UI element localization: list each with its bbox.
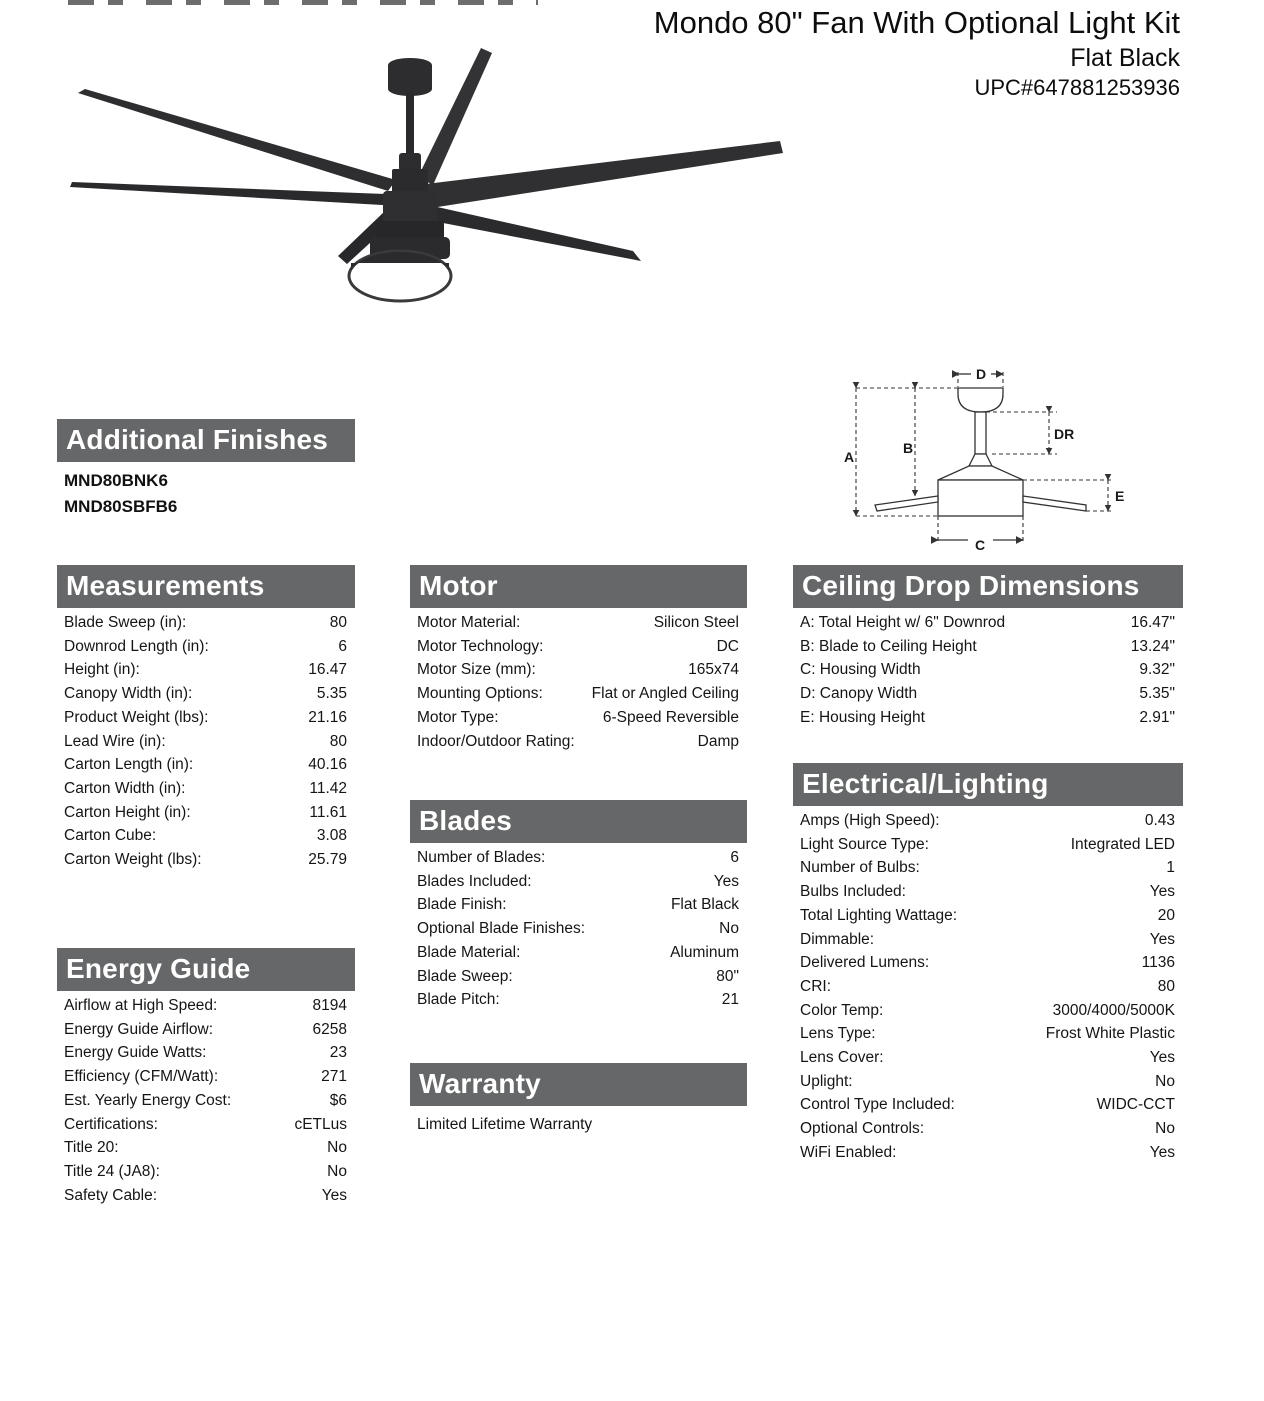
spec-row — [57, 801, 355, 825]
spec-value: 6258 — [312, 1020, 347, 1038]
section-heading: Blades — [410, 800, 747, 843]
spec-label: Dimmable: — [800, 930, 875, 948]
spec-row — [793, 682, 1183, 706]
warranty-text: Limited Lifetime Warranty — [417, 1116, 593, 1133]
spec-label: Optional Blade Finishes: — [417, 920, 586, 938]
spec-table — [793, 806, 1183, 1165]
diagram-canopy — [958, 388, 1003, 412]
spec-table — [57, 991, 355, 1207]
spec-value: 80" — [716, 967, 739, 985]
spec-value: 1136 — [1141, 954, 1175, 972]
spec-row — [793, 1070, 1183, 1094]
spec-row — [793, 833, 1183, 857]
spec-label: Blade Sweep (in): — [64, 614, 187, 631]
spec-value: 23 — [329, 1044, 347, 1062]
spec-label: Motor Size (mm): — [417, 661, 536, 679]
spec-label: Carton Height (in): — [64, 803, 191, 821]
spec-value: No — [327, 1162, 347, 1180]
spec-table — [57, 608, 355, 872]
model-list — [57, 462, 355, 520]
spec-label: Motor Type: — [417, 708, 499, 726]
section-heading: Additional Finishes — [57, 419, 355, 462]
spec-value: 271 — [321, 1068, 347, 1086]
spec-row — [410, 706, 747, 730]
section-additional-finishes — [57, 419, 355, 520]
diagram-downrod — [975, 412, 986, 454]
spec-row — [410, 730, 747, 754]
page-title: Mondo 80" Fan With Optional Light Kit — [653, 5, 1180, 40]
spec-row — [57, 706, 355, 730]
spec-value: 21.16 — [308, 708, 347, 726]
dim-label-a: A — [844, 449, 855, 465]
fan-canopy — [388, 58, 432, 96]
upc-code: UPC#647881253936 — [974, 75, 1180, 100]
spec-row — [793, 1093, 1183, 1117]
spec-label: CRI: — [800, 977, 831, 995]
spec-row — [57, 1041, 355, 1065]
spec-label: Energy Guide Airflow: — [64, 1020, 214, 1038]
spec-label: Title 24 (JA8): — [64, 1162, 160, 1180]
spec-value: 20 — [1157, 906, 1175, 924]
spec-row — [793, 999, 1183, 1023]
spec-value: 80 — [1157, 977, 1175, 995]
spec-label: Airflow at High Speed: — [64, 997, 218, 1014]
spec-label: B: Blade to Ceiling Height — [800, 637, 977, 655]
spec-value: 1 — [1166, 859, 1175, 877]
spec-label: Blades Included: — [417, 872, 532, 890]
spec-value: DC — [716, 637, 739, 655]
spec-label: Blade Material: — [417, 943, 521, 961]
spec-table — [410, 843, 747, 1012]
spec-value: Silicon Steel — [653, 614, 739, 631]
spec-row — [57, 1184, 355, 1208]
spec-value: Aluminum — [670, 943, 739, 961]
spec-value: WIDC-CCT — [1096, 1096, 1175, 1114]
spec-value: No — [1155, 1120, 1175, 1138]
spec-row — [793, 1141, 1183, 1165]
spec-table — [793, 608, 1183, 730]
spec-label: Control Type Included: — [800, 1096, 955, 1114]
fan-downrod — [406, 91, 414, 155]
fan-blade — [78, 89, 396, 191]
spec-label: Height (in): — [64, 661, 140, 679]
spec-label: Lens Cover: — [800, 1049, 884, 1067]
spec-label: Bulbs Included: — [800, 883, 906, 901]
spec-value: Integrated LED — [1070, 835, 1175, 853]
spec-value: Yes — [321, 1186, 347, 1204]
section-measurements — [57, 565, 355, 872]
spec-value: Flat or Angled Ceiling — [591, 685, 739, 703]
spec-row — [410, 965, 747, 989]
spec-label: Blade Finish: — [417, 896, 507, 914]
spec-label: E: Housing Height — [800, 708, 925, 726]
dim-label-b: B — [903, 440, 914, 456]
spec-value: Yes — [1149, 930, 1175, 948]
section-heading: Electrical/Lighting — [793, 763, 1183, 806]
section-energy-guide — [57, 948, 355, 1207]
spec-row — [57, 848, 355, 872]
dim-label-d: D — [976, 366, 987, 382]
spec-label: Carton Cube: — [64, 827, 157, 845]
spec-row — [410, 846, 747, 870]
spec-label: Est. Yearly Energy Cost: — [64, 1091, 232, 1109]
spec-value: 8194 — [312, 997, 347, 1014]
spec-label: Downrod Length (in): — [64, 637, 209, 655]
spec-value: Flat Black — [670, 896, 739, 914]
fan-motor-top — [392, 169, 428, 193]
spec-label: Safety Cable: — [64, 1186, 158, 1204]
spec-value: 9.32" — [1139, 661, 1175, 679]
spec-row — [57, 994, 355, 1018]
spec-row — [410, 658, 747, 682]
spec-value: 165x74 — [688, 661, 739, 679]
spec-label: Mounting Options: — [417, 685, 543, 703]
diagram-flare — [969, 454, 992, 466]
spec-label: Energy Guide Watts: — [64, 1044, 207, 1062]
section-motor — [410, 565, 747, 753]
spec-label: A: Total Height w/ 6" Downrod — [800, 614, 1006, 631]
spec-row — [793, 658, 1183, 682]
spec-value: 5.35 — [316, 685, 347, 703]
spec-row — [793, 635, 1183, 659]
section-ceiling-drop — [793, 565, 1183, 730]
fan-blade — [417, 204, 641, 261]
cutoff-text-artifact — [68, 0, 538, 5]
spec-row — [410, 682, 747, 706]
spec-label: Total Lighting Wattage: — [800, 906, 958, 924]
spec-value: 40.16 — [308, 756, 347, 774]
section-heading: Warranty — [410, 1063, 747, 1106]
spec-value: 3000/4000/5000K — [1052, 1001, 1175, 1019]
spec-value: No — [1155, 1072, 1175, 1090]
spec-value: 16.47 — [308, 661, 347, 679]
spec-label: Blade Sweep: — [417, 967, 513, 985]
spec-row — [410, 988, 747, 1012]
diagram-blade-right — [1023, 496, 1086, 511]
spec-value: Yes — [1149, 883, 1175, 901]
spec-row — [57, 1136, 355, 1160]
section-heading: Energy Guide — [57, 948, 355, 991]
spec-label: Motor Material: — [417, 614, 521, 631]
spec-value: cETLus — [294, 1115, 347, 1133]
spec-label: Number of Blades: — [417, 849, 546, 866]
spec-value: 2.91" — [1139, 708, 1175, 726]
model-number: MND80SBFB6 — [64, 497, 178, 516]
spec-value: 11.42 — [309, 779, 347, 797]
spec-label: D: Canopy Width — [800, 685, 918, 703]
spec-label: Optional Controls: — [800, 1120, 925, 1138]
spec-row — [793, 1117, 1183, 1141]
spec-row — [793, 880, 1183, 904]
spec-row — [410, 611, 747, 635]
spec-value: 80 — [329, 732, 347, 750]
diagram-cone — [938, 466, 1023, 480]
spec-row — [57, 824, 355, 848]
spec-row — [57, 1160, 355, 1184]
spec-row — [57, 753, 355, 777]
spec-value: Damp — [697, 732, 739, 750]
spec-row — [57, 1113, 355, 1137]
spec-row — [57, 1018, 355, 1042]
diagram-blade-left — [875, 496, 938, 511]
spec-label: Amps (High Speed): — [800, 812, 940, 829]
spec-value: Yes — [713, 872, 739, 890]
spec-value: 6 — [730, 849, 739, 866]
spec-label: WiFi Enabled: — [800, 1143, 897, 1161]
spec-label: Canopy Width (in): — [64, 685, 193, 703]
spec-row — [410, 893, 747, 917]
spec-row — [410, 941, 747, 965]
spec-row — [793, 611, 1183, 635]
spec-row — [793, 809, 1183, 833]
spec-row — [793, 951, 1183, 975]
spec-row — [57, 777, 355, 801]
fan-coupler — [399, 153, 421, 171]
spec-value: $6 — [329, 1091, 347, 1109]
dim-label-e: E — [1115, 488, 1125, 504]
section-electrical — [793, 763, 1183, 1165]
dim-label-c: C — [975, 537, 986, 553]
spec-row — [57, 1089, 355, 1113]
finish-name: Flat Black — [1070, 44, 1180, 72]
spec-value: 80 — [329, 614, 347, 631]
spec-label: Uplight: — [800, 1072, 853, 1090]
spec-table — [410, 608, 747, 753]
spec-label: Indoor/Outdoor Rating: — [417, 732, 575, 750]
spec-label: Title 20: — [64, 1139, 119, 1157]
spec-value: 25.79 — [308, 851, 347, 869]
section-heading: Motor — [410, 565, 747, 608]
spec-label: Product Weight (lbs): — [64, 708, 209, 726]
spec-label: Motor Technology: — [417, 637, 544, 655]
spec-row — [793, 975, 1183, 999]
spec-row — [410, 635, 747, 659]
spec-value: 16.47" — [1130, 614, 1175, 631]
spec-value: 5.35" — [1139, 685, 1175, 703]
spec-label: Carton Width (in): — [64, 779, 186, 797]
section-blades — [410, 800, 747, 1012]
spec-value: 11.61 — [309, 803, 347, 821]
spec-row — [410, 870, 747, 894]
spec-value: No — [719, 920, 739, 938]
spec-label: Color Temp: — [800, 1001, 884, 1019]
section-warranty — [410, 1063, 747, 1134]
spec-row — [57, 635, 355, 659]
spec-row — [57, 730, 355, 754]
section-heading: Ceiling Drop Dimensions — [793, 565, 1183, 608]
spec-row — [793, 856, 1183, 880]
spec-value: Frost White Plastic — [1045, 1025, 1175, 1043]
spec-value: 6-Speed Reversible — [602, 708, 739, 726]
spec-value: Yes — [1149, 1143, 1175, 1161]
spec-value: 0.43 — [1144, 812, 1175, 829]
spec-value: 6 — [338, 637, 347, 655]
spec-label: Certifications: — [64, 1115, 158, 1133]
spec-label: Lens Type: — [800, 1025, 876, 1043]
spec-row — [57, 611, 355, 635]
spec-label: C: Housing Width — [800, 661, 921, 679]
dim-label-dr: DR — [1054, 426, 1075, 442]
fan-blade — [426, 141, 783, 208]
spec-row — [793, 1022, 1183, 1046]
diagram-housing — [938, 480, 1023, 516]
spec-label: Lead Wire (in): — [64, 732, 166, 750]
spec-value: 3.08 — [316, 827, 347, 845]
spec-label: Number of Bulbs: — [800, 859, 920, 877]
model-number: MND80BNK6 — [64, 471, 168, 490]
spec-row — [410, 917, 747, 941]
spec-row — [57, 682, 355, 706]
spec-label: Blade Pitch: — [417, 991, 500, 1009]
spec-row — [57, 1065, 355, 1089]
fan-blade — [70, 182, 386, 205]
ceiling-drop-diagram — [820, 358, 1165, 558]
spec-row — [793, 904, 1183, 928]
spec-label: Efficiency (CFM/Watt): — [64, 1068, 219, 1086]
spec-value: 21 — [721, 991, 739, 1009]
spec-row — [793, 928, 1183, 952]
spec-label: Delivered Lumens: — [800, 954, 930, 972]
spec-row — [57, 658, 355, 682]
section-heading: Measurements — [57, 565, 355, 608]
fan-product-image — [70, 45, 800, 315]
spec-row — [793, 1046, 1183, 1070]
spec-value: No — [327, 1139, 347, 1157]
spec-value: Yes — [1149, 1049, 1175, 1067]
spec-row — [793, 706, 1183, 730]
spec-label: Carton Length (in): — [64, 756, 194, 774]
spec-label: Carton Weight (lbs): — [64, 851, 202, 869]
spec-label: Light Source Type: — [800, 835, 929, 853]
spec-value: 13.24" — [1130, 637, 1175, 655]
